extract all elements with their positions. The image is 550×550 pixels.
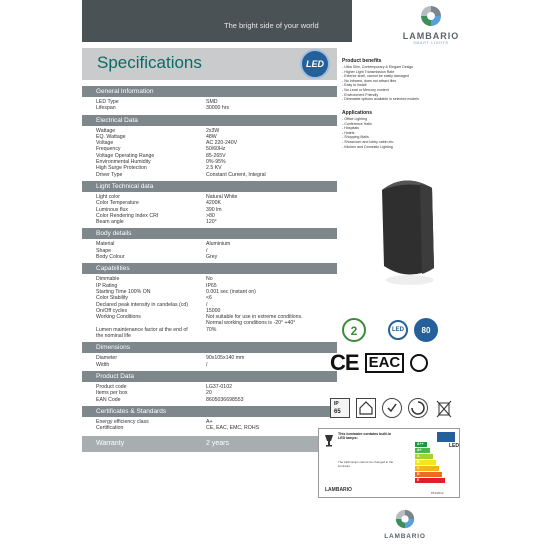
brand-subtitle: SMART LIGHTS [413,41,449,45]
spec-value: Aluminium [206,241,231,248]
eac-mark: EAC [365,353,405,373]
brand-logo [395,4,467,46]
spec-value: 48W [206,133,217,140]
benefits-title: Product benefits [342,58,382,64]
section-header: Product Data [82,371,337,382]
indoor-use-icon [356,398,376,418]
spec-label: Wattage [96,127,116,134]
green-dot-icon [408,398,428,418]
section-header: Electrical Data [82,115,337,126]
benefit-item: - Easy to install [342,83,367,88]
section-header: Certificates & Standards [82,406,337,417]
spec-value: Constant Current, Integral [206,171,266,178]
spec-label: EQ. Wattage [96,133,126,140]
ip65-icon [330,398,350,418]
cri-badge [414,318,438,342]
energy-label-text: This luminaire contains built-in LED lamps: [338,432,392,441]
energy-class-arrow: D [415,472,442,477]
spec-label: Driver Type [96,171,123,178]
spec-label: Color Temperature [96,200,139,207]
spec-label: Certification [96,425,124,432]
spec-value: A+ [206,418,213,425]
spec-value: 0%-95% [206,159,226,166]
spec-value: >80 [206,212,215,219]
brand-name: LAMBARIO [402,31,460,41]
spec-value: 390 lm [206,206,222,213]
spec-row [96,219,337,225]
feature-badges [342,318,442,348]
application-item: - Office Lighting [342,117,368,121]
spec-value: Natural White [206,193,238,200]
spec-label: High Surge Protection [96,165,147,172]
spec-value: No [206,276,213,283]
tagline: The bright side of your world [224,21,319,30]
spec-label: IP Rating [96,282,118,289]
spec-label: Diameter [96,355,118,362]
section-body [82,382,337,406]
spec-label: Beam angle [96,219,124,226]
energy-class-scale [415,442,445,484]
lamp-icon [323,433,335,447]
eu-flag-icon [437,432,455,442]
spec-label: Frequency [96,146,121,153]
energy-label-brand: LAMBARIO [325,487,352,493]
application-item: - Hospitals [342,126,359,131]
benefits-list [342,65,462,102]
applications-list [342,117,462,149]
section-body [82,126,337,181]
application-item: - Showroom and lobby cabin etc. [342,139,395,144]
led-badge [300,49,330,79]
spec-value: SMD [206,99,218,105]
spec-value: 90x105x140 mm [206,355,245,362]
spec-label: Starting Time 100% ON [96,288,151,295]
spec-value: LG37-0102 [206,383,232,390]
energy-label-ref: 874/2012 [431,491,444,495]
spec-row [96,362,337,368]
energy-class-arrow: B [415,460,436,465]
ip-label: IP [334,401,339,407]
led-icon-badge [388,320,408,340]
spec-value: 8605036698553 [206,396,244,403]
spec-label: LED Type [96,99,119,105]
spec-value: / [206,301,208,308]
spec-row [96,105,337,111]
led-icon-label: LED [392,327,404,333]
spec-value: Normal working conditions is -20° +40° [206,320,296,327]
certification-marks [330,350,440,376]
spec-row [96,172,337,178]
spec-label: Working Conditions [96,314,141,321]
spec-label: Energy efficiency class [96,418,149,425]
benefit-item: - Exterior shell, cannot be easily damaged [342,74,409,79]
benefit-item: - Higher Light Transmission Rate [342,69,395,74]
spec-label: Material [96,241,115,248]
spec-label: Light color [96,193,120,200]
benefit-item: - No infrared, does not attract flies [342,78,397,83]
spec-value: 50/60Hz [206,146,226,153]
spec-row [96,425,337,431]
spec-value: 85-265V [206,152,226,159]
spec-value [206,333,337,339]
application-item: - Shopping Malls [342,135,369,140]
spec-value: 4200K [206,200,222,207]
spec-label: Lumen maintenance factor at the end of [96,326,188,333]
spec-table [82,86,337,452]
spec-label: Environmental Humidity [96,159,151,166]
title-bar [82,48,337,80]
applications-title: Applications [342,110,373,116]
spec-label: the nominal life [96,333,131,340]
energy-class-arrow: C [415,466,439,471]
spec-value: CE, EAC, EMC, ROHS [206,425,260,432]
section-header: Light Technical data [82,181,337,192]
spec-value: 2x3W [206,127,220,134]
benefit-item: - Dimmable options available in selected models [342,97,419,102]
spec-label: Declared peak intensity in candelas (cd) [96,301,188,308]
led-badge-label: LED [306,59,324,69]
warranty-years: 2 [350,324,358,338]
section-body [82,97,337,115]
spec-value: 15000 [206,307,221,314]
section-header: Capabilities [82,263,337,274]
spec-value: <6 [206,295,212,302]
spec-value: 20 [206,390,212,397]
spec-row [96,254,337,260]
page-title: Specifications [97,53,202,72]
section-body [82,417,337,435]
spec-label: Dimmable [96,276,120,283]
section-header: General Information [82,86,337,97]
cri-value: 80 [421,326,431,335]
spec-row [96,333,337,339]
lamp-image [360,150,450,290]
spec-value: 70% [206,326,217,333]
energy-class-arrow: A [415,454,433,459]
product-benefits [342,58,462,102]
spec-label: Product code [96,383,127,390]
symbol-row [330,398,465,420]
spec-label: Luminous flux [96,206,129,213]
spec-value: IP65 [206,282,217,289]
energy-led-vertical: LED [449,443,459,449]
section-body [82,239,337,263]
warranty-badge [342,318,366,342]
warranty-value: 2 years [206,440,229,448]
energy-class-arrow: A++ [415,442,427,447]
energy-label-note: The LED lamps cannot be changed in the luminaire [338,460,394,468]
spec-label: Width [96,361,110,368]
benefit-item: - Ultra Slim, Contemporary & Elegant Design [342,65,414,69]
spec-label: Color Stability [96,295,129,302]
warranty-row [82,436,337,452]
spec-value: Grey [206,254,218,261]
energy-class-arrow: E [415,478,445,483]
recycle-icon [410,354,428,372]
weee-bin-icon [434,398,454,418]
lambario-logo-icon [419,4,443,28]
spec-label: EAN Code [96,396,121,403]
spec-label: On/Off cycles [96,307,128,314]
benefit-item: - No Lead or Mercury content [342,87,389,92]
spec-label: Shape [96,247,112,254]
application-item: - Hotels [342,130,355,135]
spec-label: Lifespan [96,105,116,112]
spec-value: 2.5 KV [206,165,222,172]
benefit-item: - Environment Friendly [342,92,379,97]
spec-value: 0.001 sec (instant on) [206,288,256,295]
spec-label: Color Rendering Index CRI [96,212,159,219]
application-item: - Conference Halls [342,121,372,126]
section-body [82,353,337,371]
footer-brand-name: LAMBARIO [384,533,426,540]
application-item: - Kitchen and Domestic Lighting [342,144,393,149]
spec-label: Body Colour [96,254,125,261]
spec-label: Items per box [96,390,128,397]
applications [342,110,462,149]
ce-mark: CE [330,350,359,375]
spec-value: 30000 hrs [206,105,230,112]
rohs-icon [382,398,402,418]
spec-label: Voltage Operating Range [96,152,155,159]
energy-class-arrow: A+ [415,448,430,453]
header-band [82,0,352,42]
ip-number: 65 [334,409,341,415]
spec-label: Voltage [96,140,114,147]
spec-value: / [206,247,208,254]
warranty-label: Warranty [96,440,125,448]
spec-value: / [206,361,208,368]
footer-logo-icon [394,508,416,530]
footer-logo [380,508,430,544]
spec-value: 120° [206,219,217,226]
energy-label [318,428,460,498]
section-body [82,274,337,342]
section-header: Dimensions [82,342,337,353]
section-body [82,192,337,228]
spec-value: AC 220-240V [206,140,238,147]
section-header: Body details [82,228,337,239]
spec-value: Not suitable for use in extreme conditions. [206,314,303,321]
spec-row [96,397,337,403]
